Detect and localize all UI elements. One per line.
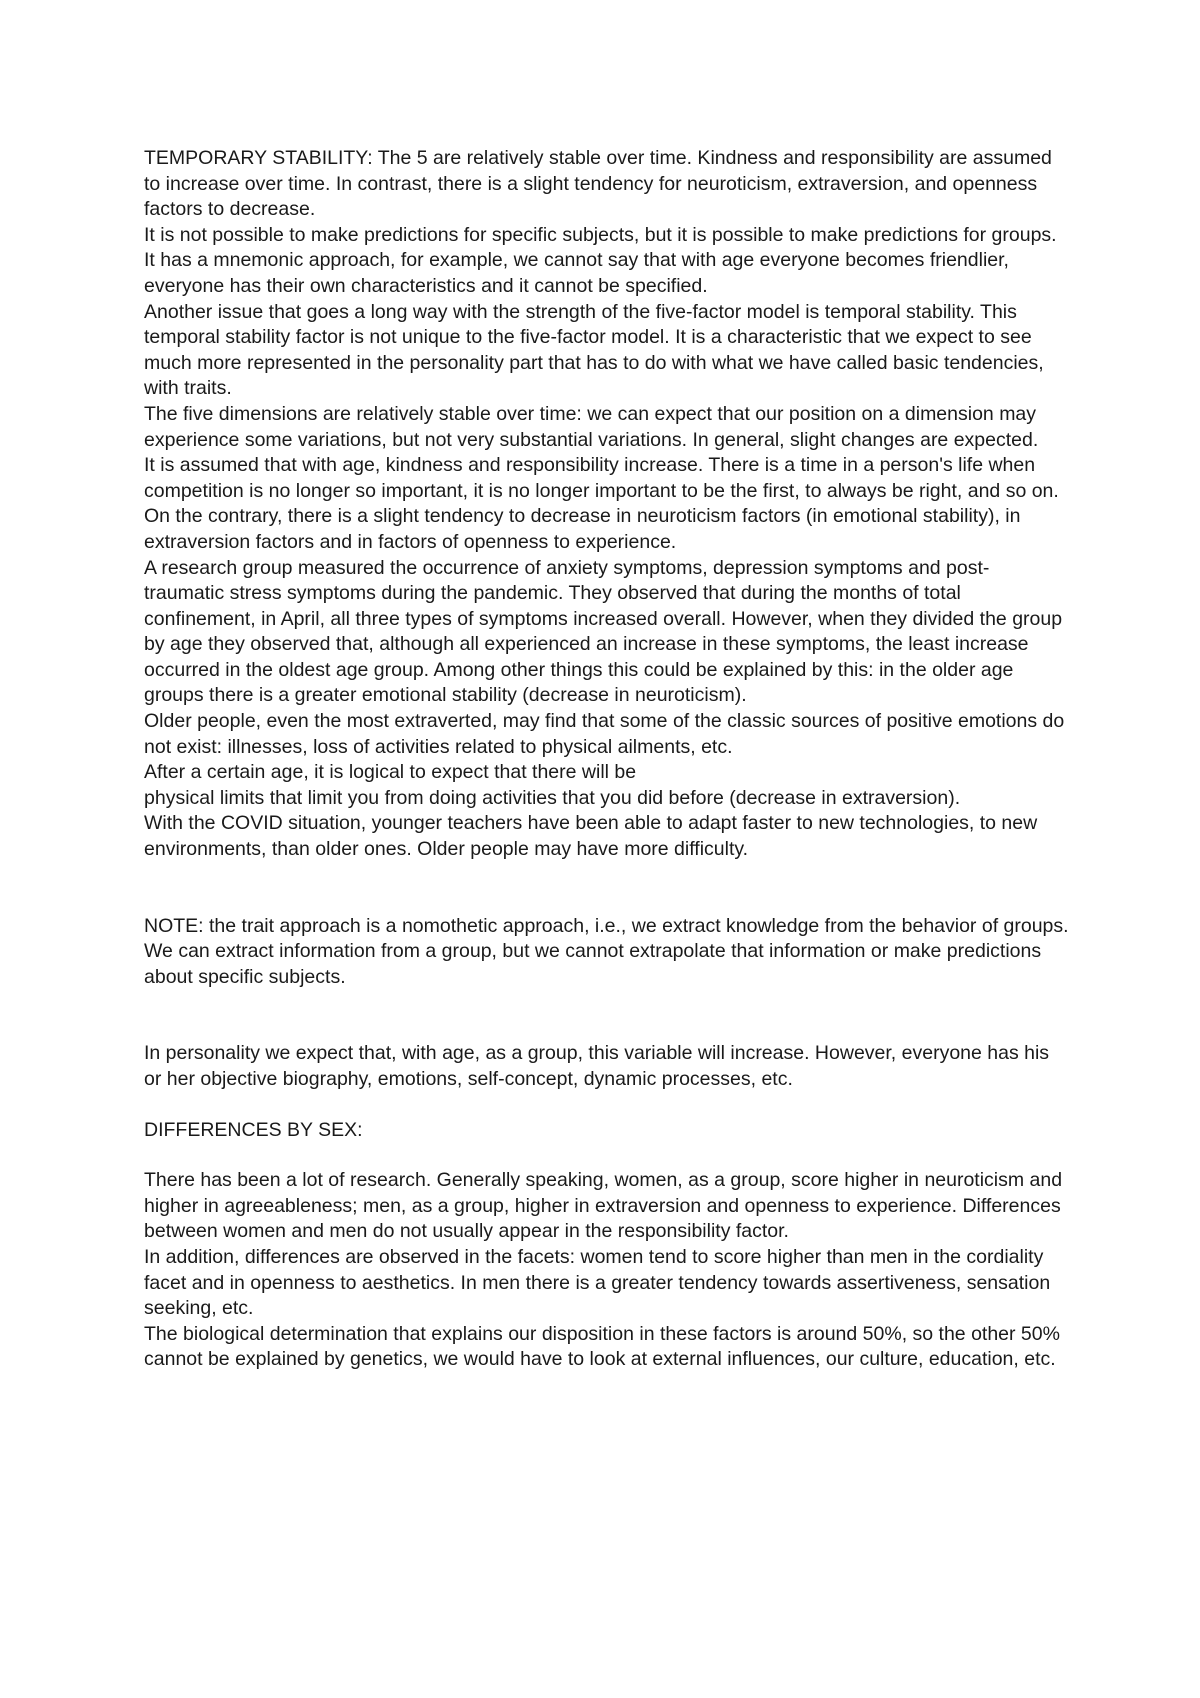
paragraph-sex-facets: In addition, differences are observed in the facets: women tend to score higher than men in the cordiality facet and in openness to aesthetics. In men there is a greater tendency towards assertiveness, sensation seeking, etc. bbox=[144, 1245, 1051, 1320]
paragraph-sex-biology: The biological determination that explains our disposition in these factors is around 50%, so the other 50% cannot be explained by genetics, we would have to look at external influences, our culture, education, etc. bbox=[144, 1322, 1060, 1371]
document-body bbox=[144, 146, 1069, 1373]
paragraph-covid: With the COVID situation, younger teachers have been able to adapt faster to new technologies, to new environments, than older ones. Older people may have more difficulty. bbox=[144, 812, 1038, 861]
paragraph-certain-age: After a certain age, it is logical to expect that there will be bbox=[144, 761, 637, 784]
paragraph-research-group: A research group measured the occurrence of anxiety symptoms, depression symptoms and post-traumatic stress symptoms during the pandemic. They observed that during the months of total confinement, in April, all three types of symptoms increased overall. However, when they divided the group by age they observed that, although all experienced an increase in these symptoms, the least increase occurred in the oldest age group. Among other things this could be explained by this: in the older age groups there is a greater emotional stability (decrease in neuroticism). bbox=[144, 556, 1063, 707]
spacer bbox=[144, 1143, 1069, 1168]
paragraph-note: NOTE: the trait approach is a nomothetic approach, i.e., we extract knowledge from the behavior of groups. We can extract information from a group, but we cannot extrapolate that information or make predictions about specific subjects. bbox=[144, 914, 1069, 988]
spacer bbox=[144, 1093, 1069, 1118]
paragraph-temporal-stability: Another issue that goes a long way with the strength of the five-factor model is temporal stability. This temporal stability factor is not unique to the five-factor model. It is a characteristic that we expect to see much more represented in the personality part that has to do with what we have called basic tendencies, with traits. bbox=[144, 300, 1044, 400]
spacer bbox=[144, 990, 1069, 1041]
paragraph-predictions: It is not possible to make predictions for specific subjects, but it is possible to make predictions for groups. It has a mnemonic approach, for example, we cannot say that with age everyone becomes friendlier, everyone has their own characteristics and it cannot be specified. bbox=[144, 223, 1057, 297]
paragraph-personality: In personality we expect that, with age, as a group, this variable will increase. However, everyone has his or her objective biography, emotions, self-concept, dynamic processes, etc. bbox=[144, 1042, 1050, 1090]
paragraph-physical-limits: physical limits that limit you from doing activities that you did before (decrease in extraversion). bbox=[144, 786, 961, 809]
paragraph-five-dimensions: The five dimensions are relatively stable over time: we can expect that our position on a dimension may experience some variations, but not very substantial variations. In general, slight changes are expected. bbox=[144, 402, 1039, 451]
section-heading-sex: DIFFERENCES BY SEX: bbox=[144, 1118, 363, 1141]
paragraph-age-kindness: It is assumed that with age, kindness and responsibility increase. There is a time in a person's life when competition is no longer so important, it is no longer important to be the first, to always be right, and so on. On the contrary, there is a slight tendency to decrease in neuroticism factors (in emotional stability), in extraversion factors and in factors of openness to experience. bbox=[144, 454, 1059, 553]
spacer bbox=[144, 863, 1069, 914]
paragraph-temporary-stability: TEMPORARY STABILITY: The 5 are relatively stable over time. Kindness and responsibility are assumed to increase over time. In contrast, there is a slight tendency for neuroticism, extraversion, and openness factors to decrease. bbox=[144, 147, 1052, 221]
paragraph-older-people: Older people, even the most extraverted, may find that some of the classic sources of positive emotions do not exist: illnesses, loss of activities related to physical ailments, etc. bbox=[144, 710, 1065, 758]
paragraph-sex-research: There has been a lot of research. Generally speaking, women, as a group, score higher in neuroticism and higher in agreeableness; men, as a group, higher in extraversion and openness to experience. Differences between women and men do not usually appear in the responsibility factor. bbox=[144, 1169, 1063, 1243]
